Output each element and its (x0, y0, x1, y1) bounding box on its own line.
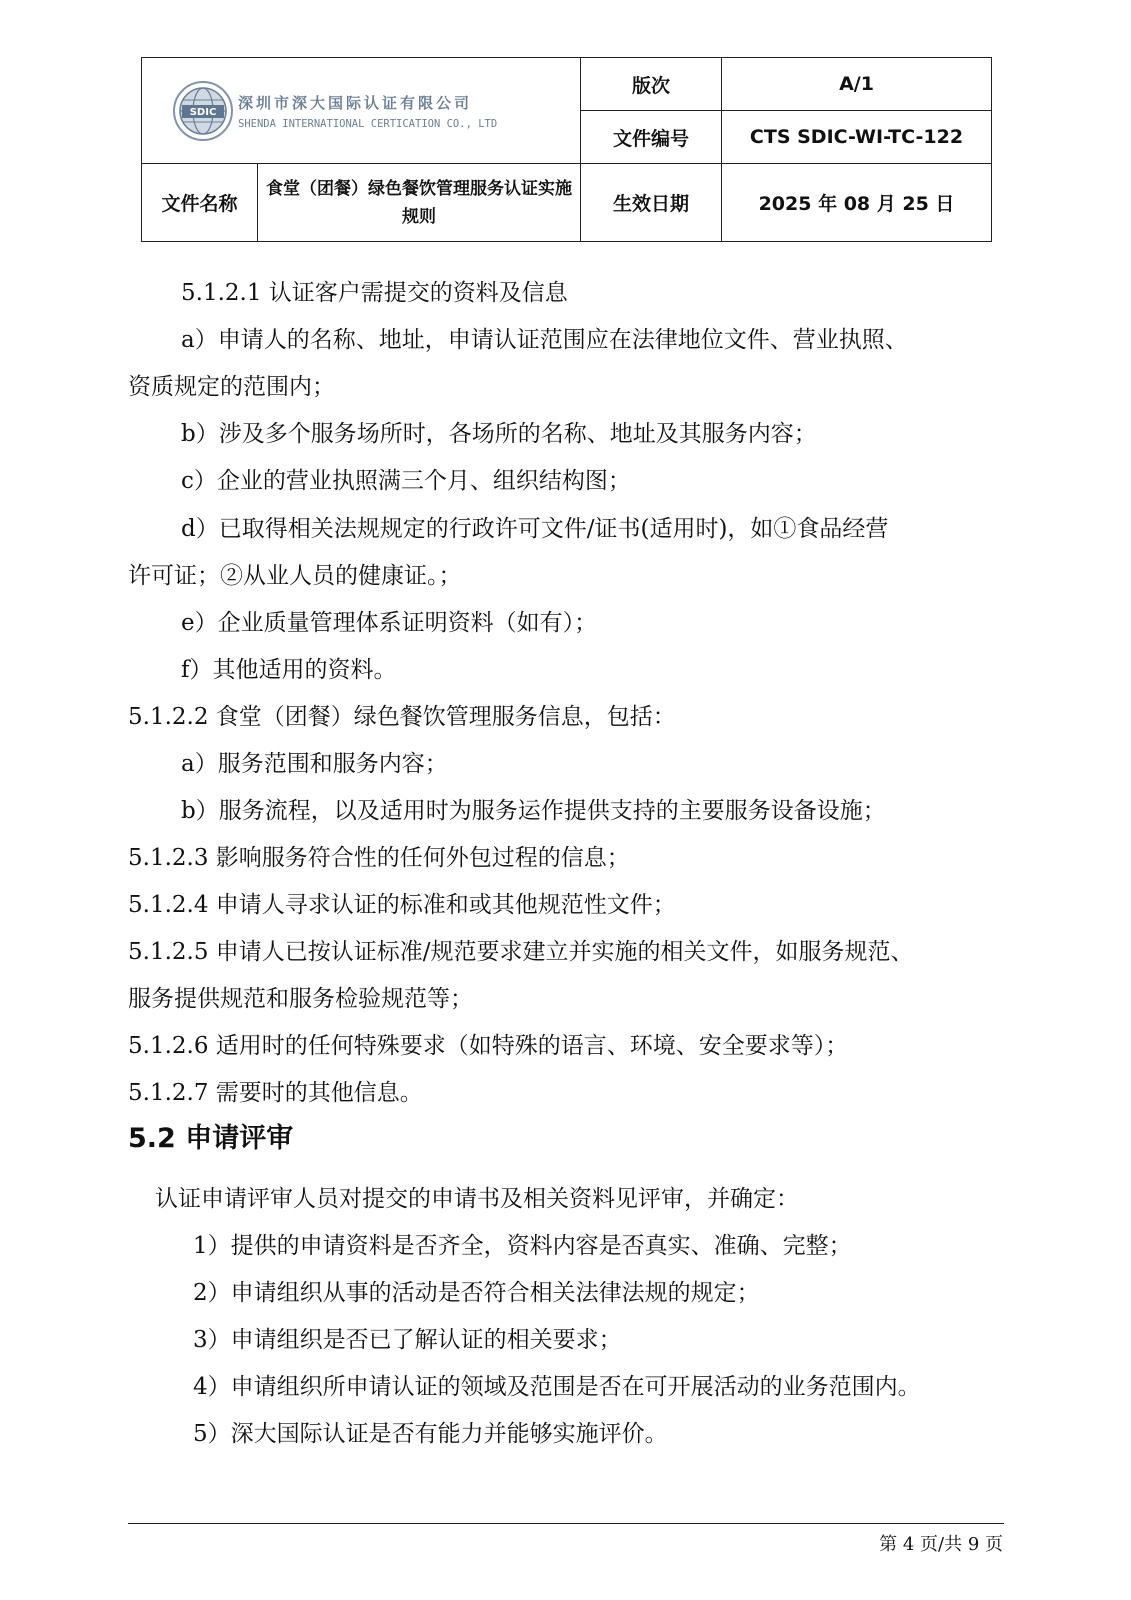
doc-number-label: 文件编号 (581, 111, 722, 164)
effective-date-value: 2025 年 08 月 25 日 (722, 164, 992, 242)
body-line: 服务提供规范和服务检验规范等； (128, 986, 473, 1012)
edition-label: 版次 (581, 58, 722, 111)
body-line: b）涉及多个服务场所时，各场所的名称、地址及其服务内容； (181, 421, 817, 447)
doc-number-value: CTS SDIC-WI-TC-122 (722, 111, 992, 164)
review-line: 2）申请组织从事的活动是否符合相关法律法规的规定； (193, 1280, 760, 1306)
document-header-table (141, 57, 992, 242)
body-line: c）企业的营业执照满三个月、组织结构图； (181, 468, 631, 494)
body-line: 许可证；②从业人员的健康证。； (128, 563, 462, 589)
review-line: 1）提供的申请资料是否齐全，资料内容是否真实、准确、完整； (193, 1233, 852, 1259)
body-line: f）其他适用的资料。 (181, 657, 397, 683)
effective-date-label: 生效日期 (581, 164, 722, 242)
body-line: 资质规定的范围内； (128, 374, 335, 400)
logo-text: SDIC (189, 106, 217, 118)
body-line: 5.1.2.1 认证客户需提交的资料及信息 (181, 280, 568, 306)
body-line: 5.1.2.6 适用时的任何特殊要求（如特殊的语言、环境、安全要求等）； (128, 1033, 849, 1059)
body-line: a）服务范围和服务内容； (181, 751, 448, 777)
review-line: 5）深大国际认证是否有能力并能够实施评价。 (193, 1421, 668, 1447)
page-number: 第 4 页/共 9 页 (879, 1534, 1003, 1555)
doc-name-label: 文件名称 (142, 164, 258, 242)
company-name-en: SHENDA INTERNATIONAL CERTICATION CO., LTD (238, 117, 498, 130)
body-line: a）申请人的名称、地址，申请认证范围应在法律地位文件、营业执照、 (181, 327, 908, 353)
doc-name-value: 食堂（团餐）绿色餐饮管理服务认证实施规则 (258, 164, 581, 242)
body-line: e）企业质量管理体系证明资料（如有）； (181, 610, 598, 636)
review-line: 3）申请组织是否已了解认证的相关要求； (193, 1327, 622, 1353)
body-line: 5.1.2.5 申请人已按认证标准/规范要求建立并实施的相关文件，如服务规范、 (128, 939, 914, 965)
edition-value: A/1 (722, 58, 992, 111)
company-logo-icon (172, 80, 234, 142)
body-line: d）已取得相关法规规定的行政许可文件/证书(适用时)，如①食品经营 (181, 516, 889, 542)
footer-divider (128, 1523, 1004, 1524)
body-line: 5.1.2.2 食堂（团餐）绿色餐饮管理服务信息，包括： (128, 704, 676, 730)
body-line: 5.1.2.3 影响服务符合性的任何外包过程的信息； (128, 845, 630, 871)
company-name-cn: 深圳市深大国际认证有限公司 (238, 93, 473, 112)
review-line: 4）申请组织所申请认证的领域及范围是否在可开展活动的业务范围内。 (193, 1374, 921, 1400)
body-line: 5.1.2.7 需要时的其他信息。 (128, 1080, 423, 1106)
section-heading: 5.2 申请评审 (128, 1123, 294, 1154)
body-line: 5.1.2.4 申请人寻求认证的标准和或其他规范性文件； (128, 892, 676, 918)
company-logo-cell (142, 58, 581, 164)
body-line: b）服务流程，以及适用时为服务运作提供支持的主要服务设备设施； (181, 798, 886, 824)
review-line: 认证申请评审人员对提交的申请书及相关资料见评审，并确定： (155, 1186, 799, 1212)
